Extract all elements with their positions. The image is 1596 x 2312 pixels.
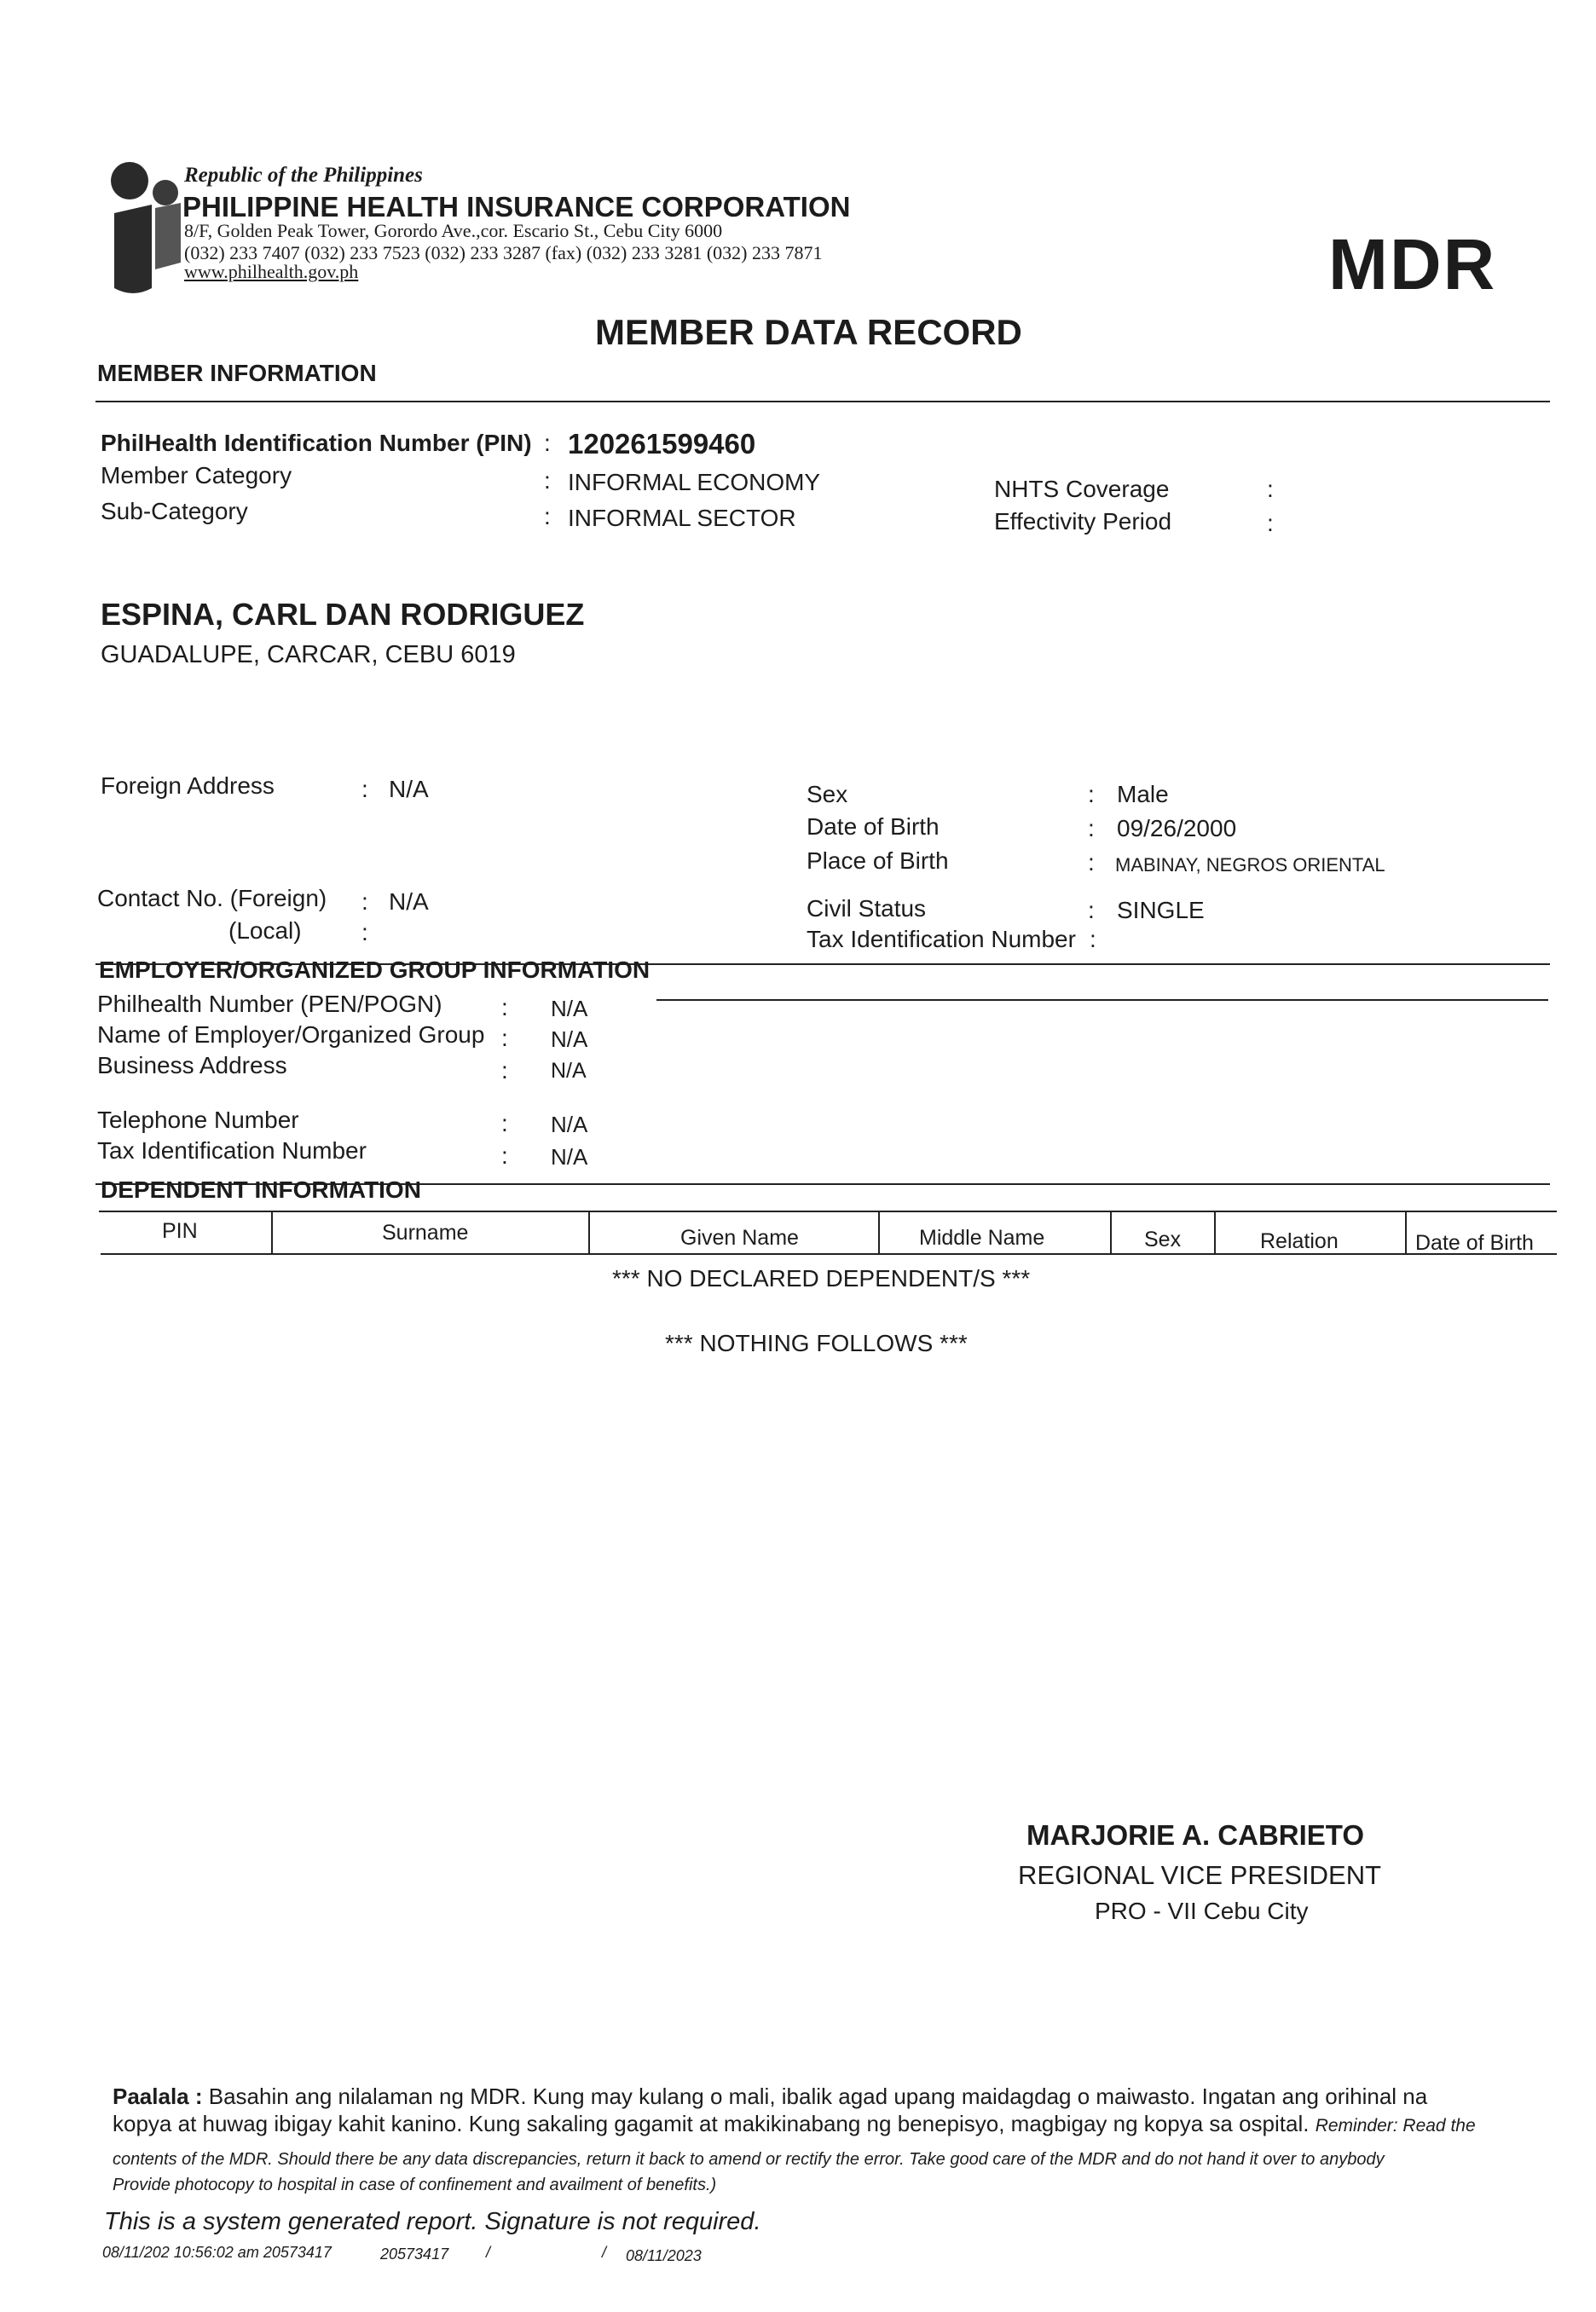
- effectivity-label: Effectivity Period: [994, 508, 1172, 535]
- member-address: GUADALUPE, CARCAR, CEBU 6019: [101, 641, 516, 668]
- pen-label: Philhealth Number (PEN/POGN): [97, 991, 442, 1017]
- paalala-text-1: Basahin ang nilalaman ng MDR. Kung may kulang o mali, ibalik agad upang maidagdag o maiwasto. Ingatan ang orihinal na: [208, 2084, 1428, 2109]
- sex-label: Sex: [807, 781, 848, 807]
- category-value: INFORMAL ECONOMY: [568, 469, 821, 495]
- doc-code: MDR: [1328, 224, 1497, 304]
- corporation-address: 8/F, Golden Peak Tower, Gorordo Ave.,cor. Escario St., Cebu City 6000: [184, 220, 723, 241]
- colon: :: [501, 1142, 508, 1169]
- colon: :: [501, 1025, 508, 1051]
- colon: :: [1267, 510, 1274, 536]
- foreign-address-label: Foreign Address: [101, 772, 275, 799]
- member-section-title: MEMBER INFORMATION: [97, 360, 377, 386]
- doc-title: MEMBER DATA RECORD: [595, 312, 1022, 352]
- colon: :: [1267, 476, 1274, 502]
- colon: :: [1088, 849, 1095, 876]
- col-header-given-name: Given Name: [680, 1226, 799, 1250]
- category-label: Member Category: [101, 462, 292, 488]
- colon: :: [501, 994, 508, 1020]
- pob-value: MABINAY, NEGROS ORIENTAL: [1115, 854, 1385, 876]
- signatory-name: MARJORIE A. CABRIETO: [1026, 1819, 1365, 1851]
- paalala-label: Paalala :: [113, 2084, 203, 2109]
- colon: :: [361, 888, 368, 915]
- table-bottom-line: [101, 1253, 1557, 1255]
- corporation-website[interactable]: www.philhealth.gov.ph: [184, 261, 359, 282]
- corporation-phones: (032) 233 7407 (032) 233 7523 (032) 233 3287 (fax) (032) 233 3281 (032) 233 7871: [184, 242, 823, 263]
- pob-label: Place of Birth: [807, 847, 949, 874]
- colon: :: [1088, 897, 1095, 923]
- employer-divider-bottom: [656, 999, 1548, 1001]
- colon: :: [544, 430, 551, 456]
- colon: :: [361, 919, 368, 945]
- nothing-follows-message: *** NOTHING FOLLOWS ***: [665, 1330, 968, 1356]
- print-stamp-user: 20573417: [380, 2246, 449, 2263]
- contact-foreign-label: Contact No. (Foreign): [97, 885, 327, 911]
- paalala-line-1: [113, 2084, 1427, 2110]
- employer-name-label: Name of Employer/Organized Group: [97, 1021, 485, 1048]
- contact-foreign-value: N/A: [389, 888, 429, 915]
- philhealth-logo: [109, 160, 188, 298]
- colon: :: [544, 503, 551, 529]
- nhts-label: NHTS Coverage: [994, 476, 1170, 502]
- employer-name-value: N/A: [551, 1026, 588, 1052]
- reminder-en-2: contents of the MDR. Should there be any data discrepancies, return it back to amend or rectify the error. Take good care of the MDR and do not hand it over to anybody: [113, 2150, 1385, 2169]
- colon: :: [501, 1110, 508, 1136]
- col-header-date-of-birth: Date of Birth: [1415, 1231, 1534, 1255]
- col-header-pin: PIN: [162, 1219, 198, 1243]
- colon: :: [1088, 815, 1095, 841]
- civil-status-value: SINGLE: [1117, 897, 1205, 923]
- republic-text: Republic of the Philippines: [184, 164, 423, 187]
- subcategory-value: INFORMAL SECTOR: [568, 505, 796, 531]
- telephone-value: N/A: [551, 1112, 588, 1137]
- employer-tin-value: N/A: [551, 1144, 588, 1170]
- col-header-sex: Sex: [1144, 1228, 1182, 1251]
- tin-label: Tax Identification Number: [807, 926, 1076, 952]
- subcategory-label: Sub-Category: [101, 498, 248, 524]
- employer-tin-label: Tax Identification Number: [97, 1137, 367, 1164]
- col-divider: [878, 1211, 880, 1253]
- pin-value: 120261599460: [568, 428, 756, 460]
- business-address-label: Business Address: [97, 1052, 287, 1078]
- dob-value: 09/26/2000: [1117, 815, 1237, 841]
- member-name: ESPINA, CARL DAN RODRIGUEZ: [101, 597, 585, 632]
- sex-value: Male: [1117, 781, 1169, 807]
- print-stamp-date: 08/11/2023: [626, 2247, 702, 2264]
- col-header-relation: Relation: [1260, 1229, 1339, 1253]
- dob-label: Date of Birth: [807, 813, 940, 840]
- signatory-office: PRO - VII Cebu City: [1095, 1898, 1309, 1924]
- paalala-line-2: [113, 2111, 1476, 2137]
- colon: :: [1088, 781, 1095, 807]
- employer-section-title: EMPLOYER/ORGANIZED GROUP INFORMATION: [99, 957, 651, 983]
- col-header-surname: Surname: [382, 1221, 469, 1245]
- print-stamp-slash: /: [602, 2244, 607, 2261]
- colon: :: [361, 776, 368, 802]
- pen-value: N/A: [551, 996, 588, 1021]
- member-divider: [95, 401, 1550, 402]
- corporation-name: PHILIPPINE HEALTH INSURANCE CORPORATION: [182, 191, 851, 223]
- contact-local-label: (Local): [228, 917, 302, 944]
- system-note: This is a system generated report. Signature is not required.: [104, 2208, 761, 2235]
- civil-status-label: Civil Status: [807, 895, 927, 922]
- table-top-line: [99, 1211, 1557, 1212]
- colon: :: [544, 467, 551, 494]
- col-header-middle-name: Middle Name: [919, 1226, 1045, 1250]
- col-divider: [1405, 1211, 1407, 1253]
- reminder-en-1: Reminder: Read the: [1315, 2116, 1476, 2136]
- col-divider: [1214, 1211, 1216, 1253]
- print-stamp-datetime: 08/11/202 10:56:02 am 20573417: [102, 2244, 332, 2261]
- business-address-value: N/A: [551, 1059, 587, 1083]
- colon: :: [1090, 926, 1096, 952]
- foreign-address-value: N/A: [389, 776, 429, 802]
- reminder-en-3: Provide photocopy to hospital in case of confinement and availment of benefits.): [113, 2176, 717, 2194]
- pin-label: PhilHealth Identification Number (PIN): [101, 430, 532, 456]
- dependent-section-title: DEPENDENT INFORMATION: [101, 1176, 421, 1203]
- no-dependents-message: *** NO DECLARED DEPENDENT/S ***: [612, 1265, 1031, 1292]
- col-divider: [588, 1211, 590, 1253]
- col-divider: [271, 1211, 273, 1253]
- telephone-label: Telephone Number: [97, 1107, 299, 1133]
- colon: :: [501, 1057, 508, 1084]
- signatory-title: REGIONAL VICE PRESIDENT: [1018, 1860, 1382, 1890]
- print-stamp-slash: /: [486, 2244, 491, 2261]
- paalala-text-2: kopya at huwag ibigay kahit kanino. Kung sakaling gagamit at makikinabang ng benepisyo, magbigay ng kopya sa ospital.: [113, 2111, 1310, 2136]
- col-divider: [1110, 1211, 1112, 1253]
